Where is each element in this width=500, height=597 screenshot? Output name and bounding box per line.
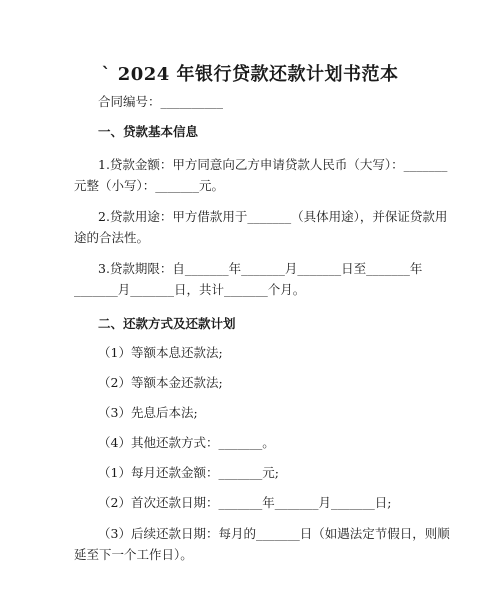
document-title: ` 2024 年银行贷款还款计划书范本	[101, 64, 399, 85]
loan-amount-line-2: 元整（小写）：_______元。	[74, 178, 225, 193]
list-item: （2）首次还款日期：_______年_______月_______日;	[98, 495, 392, 510]
loan-purpose-line-2: 途的合法性。	[74, 230, 150, 245]
section-heading-repayment: 二、还款方式及还款计划	[98, 316, 236, 331]
list-item: （1）每月还款金额：_______元;	[98, 465, 279, 480]
loan-term-line-1: 3.贷款期限：自_______年_______月_______日至_______年	[98, 261, 423, 276]
subsequent-repayment-line-1: （3）后续还款日期：每月的_______日（如遇法定节假日，则顺	[98, 526, 450, 541]
contract-number-line: 合同编号：__________	[98, 94, 224, 109]
list-item: （1）等额本息还款法;	[98, 345, 223, 360]
loan-term-line-2: _______月_______日，共计_______个月。	[74, 282, 306, 297]
section-heading-loan-info: 一、贷款基本信息	[98, 124, 199, 139]
list-item: （3）先息后本法;	[98, 405, 198, 420]
list-item: （2）等额本金还款法;	[98, 375, 223, 390]
list-item: （4）其他还款方式：_______。	[98, 435, 275, 450]
loan-amount-line-1: 1.贷款金额：甲方同意向乙方申请贷款人民币（大写）：_______	[98, 157, 448, 172]
subsequent-repayment-line-2: 延至下一个工作日）。	[74, 547, 193, 562]
loan-purpose-line-1: 2.贷款用途：甲方借款用于_______（具体用途），并保证贷款用	[98, 209, 448, 224]
